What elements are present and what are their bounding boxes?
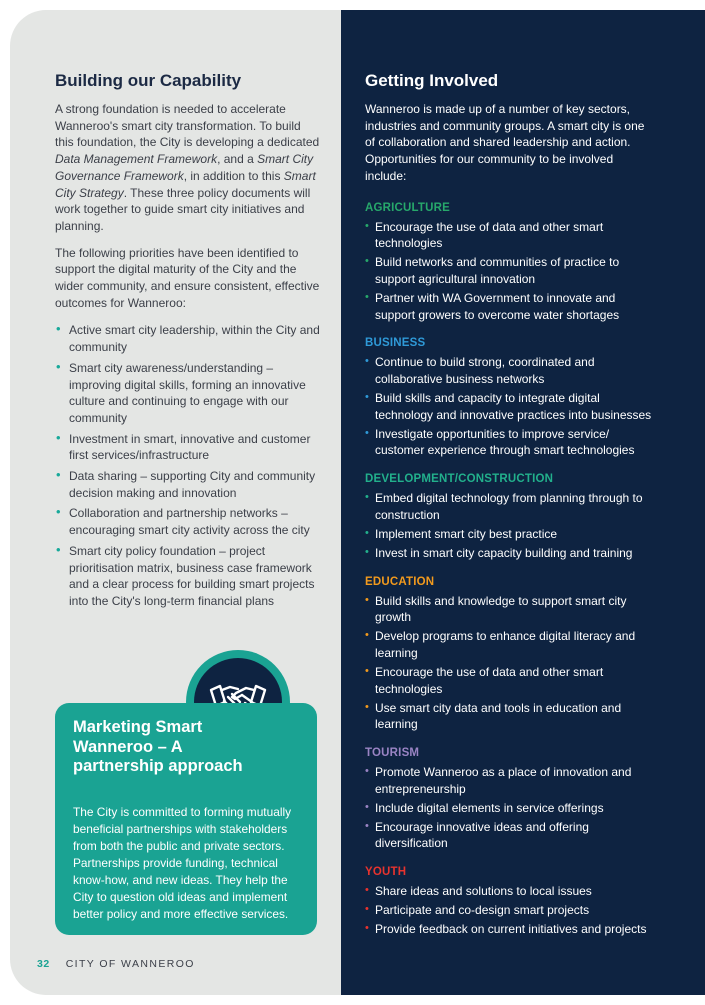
sector-item-text: Invest in smart city capacity building and training (375, 545, 633, 560)
bullet-icon: • (365, 765, 369, 778)
bullet-icon: • (365, 391, 369, 404)
sector-item (365, 883, 655, 900)
sector-item-text: Share ideas and solutions to local issues (375, 884, 592, 899)
intro-text: , and a (217, 152, 258, 167)
bullet-icon: • (365, 800, 369, 813)
priority-text: Active smart city leadership, within the City and community (69, 323, 320, 355)
bullet-icon: • (56, 321, 61, 337)
priority-item (55, 505, 320, 538)
bullet-icon: • (365, 255, 369, 268)
priority-text: Investment in smart, innovative and customer first services/infrastructure (69, 431, 311, 463)
bullet-icon: • (56, 429, 61, 445)
priority-text: Smart city awareness/understanding – improving digital skills, forming an innovative culture and continuing to engage with our community (69, 360, 306, 425)
sector-items (365, 354, 655, 459)
priorities-intro: The following priorities have been identified to support the digital maturity of the City and the wider community, and ensure consistent, effective outcomes for Wanneroo: (55, 245, 320, 310)
priority-item (55, 360, 320, 427)
sector-item (365, 819, 655, 852)
sector-items (365, 593, 655, 734)
sector-item (365, 700, 655, 733)
intro-text: , in addition to this (183, 168, 284, 183)
priority-text: Smart city policy foundation – project prioritisation matrix, business case framework and a clear process for building smart projects into the City's long-term financial plans (69, 543, 315, 608)
priority-text: Data sharing – supporting City and community decision making and innovation (69, 469, 316, 500)
getting-involved-heading: Getting Involved (365, 71, 499, 90)
sector-item (365, 390, 655, 423)
priority-item (55, 543, 320, 610)
sector-item (365, 254, 655, 287)
sector-item-text: Embed digital technology from planning through to construction (375, 491, 643, 522)
sector-items (365, 883, 655, 938)
priority-item (55, 431, 320, 464)
sector-item (365, 354, 655, 387)
sector-title-development-construction: DEVELOPMENT/CONSTRUCTION (365, 473, 554, 486)
bullet-icon: • (365, 491, 369, 504)
partnership-callout (55, 703, 317, 935)
sector-item (365, 800, 655, 817)
capability-section (55, 70, 320, 614)
sector-item-text: Build skills and knowledge to support smart city growth (375, 593, 627, 625)
sector-item-text: Implement smart city best practice (375, 526, 558, 541)
bullet-icon: • (365, 290, 369, 303)
bullet-icon: • (365, 700, 369, 713)
callout-title: Marketing Smart Wanneroo – A partnership approach (73, 718, 243, 775)
sector-item (365, 921, 655, 938)
framework-name: Smart City Strategy (55, 168, 316, 200)
sector-title-business: BUSINESS (365, 337, 426, 350)
sector-item-text: Build skills and capacity to integrate digital technology and innovative practices into businesses (375, 391, 652, 422)
sector-item-text: Encourage innovative ideas and offering diversification (375, 819, 589, 851)
capability-intro (55, 101, 320, 235)
intro-text: A strong foundation is needed to accelerate Wanneroo's smart city transformation. To build this foundation, the City is developing a dedicated (55, 102, 320, 150)
sector-title-tourism: TOURISM (365, 747, 420, 760)
bullet-icon: • (365, 593, 369, 606)
callout-body: The City is committed to forming mutually beneficial partnerships with stakeholders from both the public and private sectors. Partnerships provide funding, technical know-how, and new ideas. They help the City to question old ideas and implement better policy and more effective services. (73, 805, 292, 921)
footer-label: CITY OF WANNEROO (65, 958, 195, 970)
sector-item-text: Provide feedback on current initiatives and projects (375, 922, 647, 937)
bullet-icon: • (365, 545, 369, 558)
framework-name: Data Management Framework (55, 152, 218, 167)
priority-item (55, 468, 320, 501)
priority-item (55, 322, 320, 355)
sector-item (365, 490, 655, 523)
sector-item-text: Partner with WA Government to innovate and support growers to overcome water shortages (375, 290, 620, 322)
priorities-list (55, 322, 320, 609)
sector-item-text: Promote Wanneroo as a place of innovation and entrepreneurship (375, 765, 632, 796)
sector-items (365, 490, 655, 561)
sector-item (365, 764, 655, 797)
capability-heading: Building our Capability (55, 71, 242, 90)
sector-item (365, 219, 655, 252)
page-number: 32 (37, 958, 50, 970)
sector-items (365, 764, 655, 852)
priority-text: Collaboration and partnership networks – encouraging smart city activity across the city (69, 506, 310, 538)
bullet-icon: • (365, 903, 369, 916)
sector-item (365, 664, 655, 697)
intro-text: . These three policy documents will work together to guide smart city initiatives and planning. (55, 185, 311, 233)
bullet-icon: • (56, 358, 61, 374)
bullet-icon: • (365, 219, 369, 232)
bullet-icon: • (365, 426, 369, 439)
bullet-icon: • (365, 629, 369, 642)
bullet-icon: • (365, 922, 369, 935)
sector-item (365, 902, 655, 919)
sector-item (365, 593, 655, 626)
bullet-icon: • (56, 504, 61, 520)
bullet-icon: • (365, 819, 369, 832)
sector-item (365, 426, 655, 459)
sector-items (365, 219, 655, 324)
bullet-icon: • (365, 884, 369, 897)
sector-item-text: Encourage the use of data and other smart technologies (375, 219, 604, 251)
sector-title-agriculture: AGRICULTURE (365, 201, 451, 214)
sector-item-text: Encourage the use of data and other smart technologies (375, 664, 604, 696)
sector-item-text: Include digital elements in service offerings (375, 800, 604, 815)
bullet-icon: • (365, 664, 369, 677)
sector-item-text: Participate and co-design smart projects (375, 903, 590, 918)
bullet-icon: • (365, 355, 369, 368)
getting-involved-section (365, 70, 655, 940)
sector-item (365, 545, 655, 562)
bullet-icon: • (365, 526, 369, 539)
sector-item-text: Investigate opportunities to improve service/ customer experience through smart technologies (375, 426, 635, 458)
sector-item-text: Build networks and communities of practice to support agricultural innovation (375, 255, 620, 286)
bullet-icon: • (56, 467, 61, 483)
sector-title-education: EDUCATION (365, 575, 435, 588)
sector-item-text: Develop programs to enhance digital literacy and learning (375, 629, 636, 660)
sectors-list (365, 201, 655, 938)
sector-title-youth: YOUTH (365, 866, 407, 879)
sector-item (365, 290, 655, 323)
sector-item-text: Use smart city data and tools in education and learning (375, 700, 622, 732)
getting-involved-intro: Wanneroo is made up of a number of key sectors, industries and community groups. A smart city is one of collaboration and shared leadership and action. Opportunities for our community to be involved include: (365, 102, 645, 183)
framework-name: Smart City Governance Framework (55, 152, 314, 183)
sector-item (365, 628, 655, 661)
sector-item-text: Continue to build strong, coordinated and collaborative business networks (375, 355, 595, 387)
sector-item (365, 526, 655, 543)
page-footer (37, 958, 195, 970)
bullet-icon: • (56, 541, 61, 557)
